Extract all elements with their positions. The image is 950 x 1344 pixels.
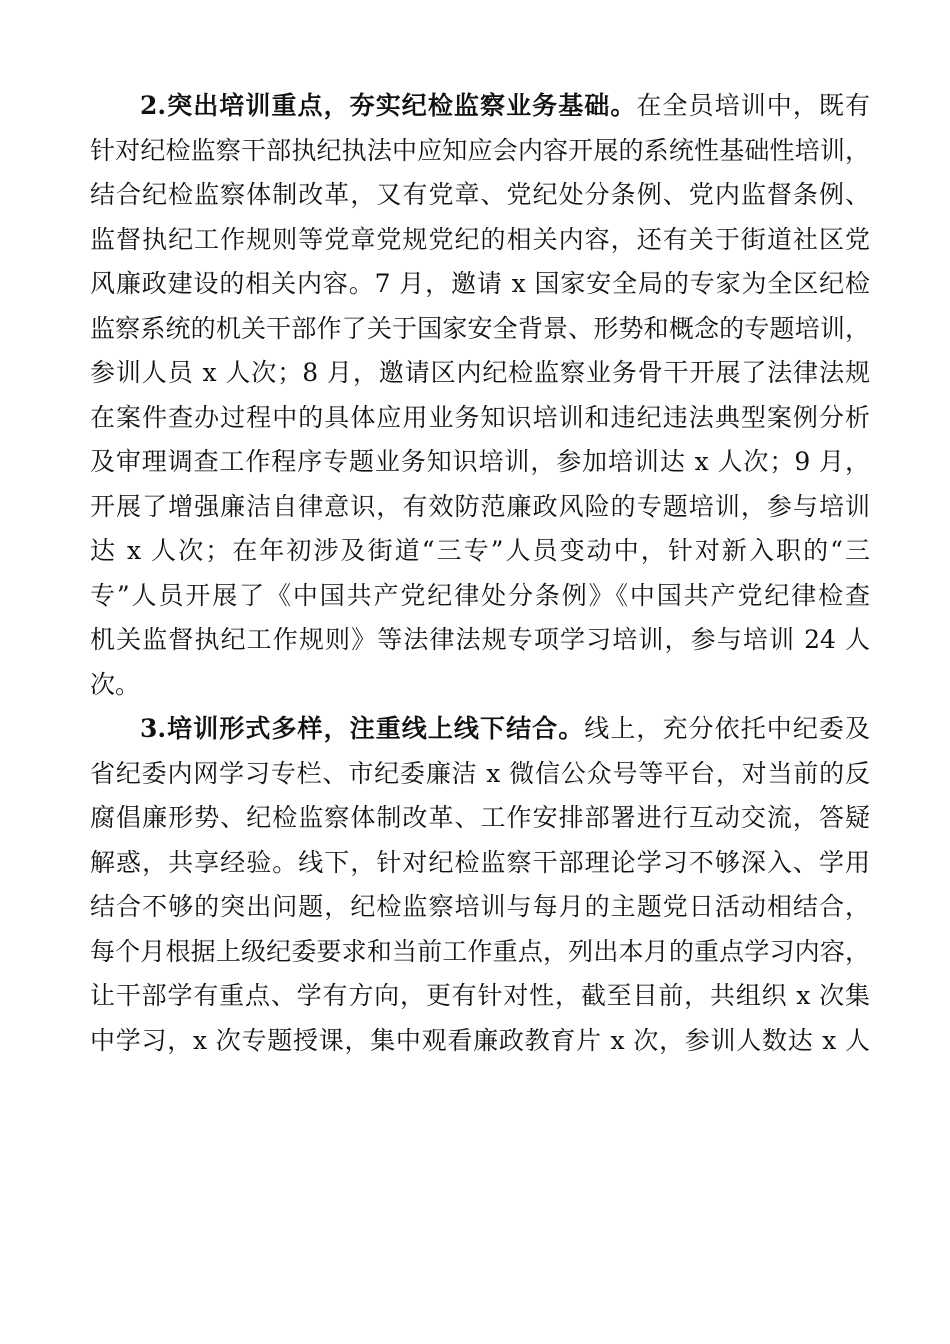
text-line: 省纪委内网学习专栏、市纪委廉洁 x 微信公众号等平台，对当前的反 [90, 758, 870, 788]
text-line: 结合纪检监察体制改革，又有党章、党纪处分条例、党内监督条例、 [90, 180, 870, 209]
paragraph-training-focus [90, 84, 870, 707]
text-line: 结合不够的突出问题，纪检监察培训与每月的主题党日活动相结合， [90, 892, 870, 921]
text-line: 风廉政建设的相关内容。7 月，邀请 x 国家安全局的专家为全区纪检 [90, 269, 870, 298]
text-line: 让干部学有重点、学有方向，更有针对性，截至目前，共组织 x 次集 [90, 981, 870, 1010]
text-line: 专”人员开展了《中国共产党纪律处分条例》《中国共产党纪律检查 [90, 580, 870, 610]
paragraph-heading: 3.培训形式多样，注重线上线下结合。 [140, 714, 585, 743]
paragraph-first-line [90, 84, 870, 129]
text-line: 解惑，共享经验。线下，针对纪检监察干部理论学习不够深入、学用 [90, 847, 870, 877]
text-line: 腐倡廉形势、纪检监察体制改革、工作安排部署进行互动交流，答疑 [90, 803, 870, 832]
text-line: 针对纪检监察干部执纪执法中应知应会内容开展的系统性基础性培训， [90, 135, 870, 165]
text-line: 参训人员 x 人次；8 月，邀请区内纪检监察业务骨干开展了法律法规 [90, 358, 870, 387]
text-line: 每个月根据上级纪委要求和当前工作重点，列出本月的重点学习内容， [90, 936, 870, 966]
text-line: 监督执纪工作规则等党章党规党纪的相关内容，还有关于街道社区党 [90, 224, 870, 254]
text-line: 中学习，x 次专题授课，集中观看廉政教育片 x 次，参训人数达 x 人 [90, 1025, 870, 1055]
text-line: 线上，充分依托中纪委及 [584, 714, 870, 743]
text-line: 开展了增强廉洁自律意识，有效防范廉政风险的专题培训，参与培训 [90, 491, 870, 521]
text-line: 及审理调查工作程序专题业务知识培训，参加培训达 x 人次；9 月， [90, 447, 870, 476]
paragraph-first-line [90, 707, 870, 752]
paragraph-heading: 2.突出培训重点，夯实纪检监察业务基础。 [140, 91, 637, 120]
text-line: 次。 [90, 669, 141, 699]
text-line: 达 x 人次；在年初涉及街道“三专”人员变动中，针对新入职的“三 [90, 536, 870, 565]
document-body [90, 84, 870, 1063]
text-line: 监察系统的机关干部作了关于国家安全背景、形势和概念的专题培训， [90, 313, 870, 343]
text-line: 机关监督执纪工作规则》等法律法规专项学习培训，参与培训 24 人 [90, 625, 870, 654]
paragraph-training-forms [90, 707, 870, 1063]
text-line: 在案件查办过程中的具体应用业务知识培训和违纪违法典型案例分析 [90, 402, 870, 432]
text-line: 在全员培训中，既有 [636, 91, 870, 120]
